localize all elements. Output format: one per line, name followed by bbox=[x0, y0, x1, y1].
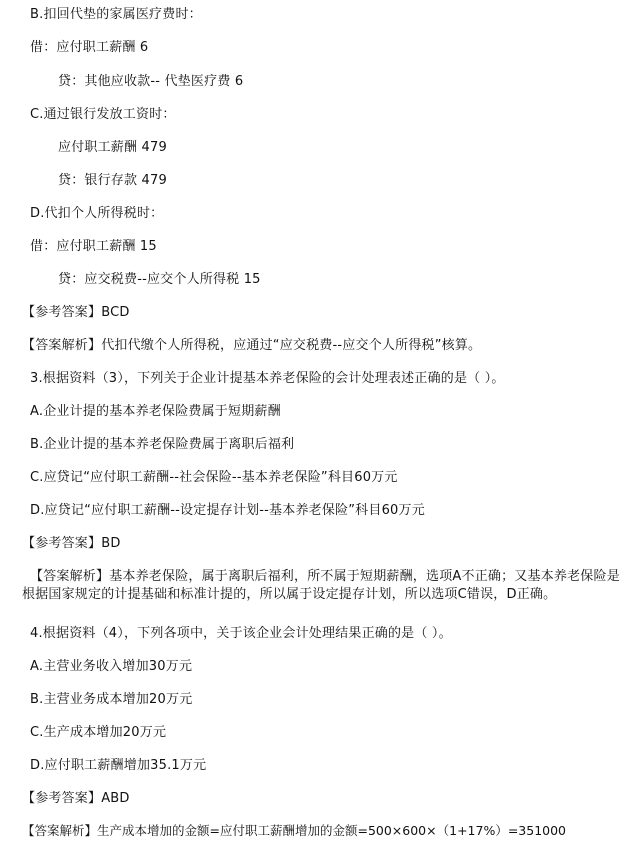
option-b-debit-line: 借：应付职工薪酬 6 bbox=[30, 40, 149, 55]
answer-analysis-q2: 【答案解析】代扣代缴个人所得税，应通过“应交税费--应交个人所得税”核算。 bbox=[22, 338, 482, 353]
question-3-option-d: D.应贷记“应付职工薪酬--设定提存计划--基本养老保险”科目60万元 bbox=[30, 503, 425, 518]
answer-analysis-q3: 【答案解析】基本养老保险，属于离职后福利，所不属于短期薪酬，选项A不正确；又基本养老保险是根据国家规定的计提基础和标准计提的，所以属于设定提存计划，所以选项C错误，D正确。 bbox=[22, 569, 620, 602]
question-4: 4.根据资料（4），下列各项中，关于该企业会计处理结果正确的是（ ）。 bbox=[30, 626, 452, 641]
option-b-credit-line: 贷：其他应收款-- 代垫医疗费 6 bbox=[58, 74, 244, 89]
question-4-option-d: D.应付职工薪酬增加35.1万元 bbox=[30, 758, 207, 773]
question-3: 3.根据资料（3），下列关于企业计提基本养老保险的会计处理表述正确的是（ ）。 bbox=[30, 371, 505, 386]
question-3-option-c: C.应贷记“应付职工薪酬--社会保险--基本养老保险”科目60万元 bbox=[30, 470, 398, 485]
reference-answer-q3: 【参考答案】BD bbox=[22, 536, 121, 551]
option-d-debit-line: 借：应付职工薪酬 15 bbox=[30, 239, 157, 254]
question-4-option-c: C.生产成本增加20万元 bbox=[30, 725, 167, 740]
option-d-credit-line: 贷：应交税费--应交个人所得税 15 bbox=[58, 272, 261, 287]
option-d-heading: D.代扣个人所得税时： bbox=[30, 206, 164, 221]
question-3-option-b: B.企业计提的基本养老保险费属于离职后福利 bbox=[30, 437, 295, 452]
question-3-option-a: A.企业计提的基本养老保险费属于短期薪酬 bbox=[30, 404, 281, 419]
question-4-option-b: B.主营业务成本增加20万元 bbox=[30, 692, 193, 707]
option-b-heading: B.扣回代垫的家属医疗费时： bbox=[30, 7, 202, 22]
option-c-credit-line: 贷：银行存款 479 bbox=[58, 173, 167, 188]
answer-analysis-q4: 【答案解析】生产成本增加的金额=应付职工薪酬增加的金额=500×600×（1+17%）=351000 bbox=[22, 823, 567, 838]
option-c-debit-line: 应付职工薪酬 479 bbox=[58, 140, 167, 155]
reference-answer-q4: 【参考答案】ABD bbox=[22, 791, 130, 806]
reference-answer-q2: 【参考答案】BCD bbox=[22, 305, 130, 320]
option-c-heading: C.通过银行发放工资时： bbox=[30, 107, 176, 122]
question-4-option-a: A.主营业务收入增加30万元 bbox=[30, 659, 193, 674]
